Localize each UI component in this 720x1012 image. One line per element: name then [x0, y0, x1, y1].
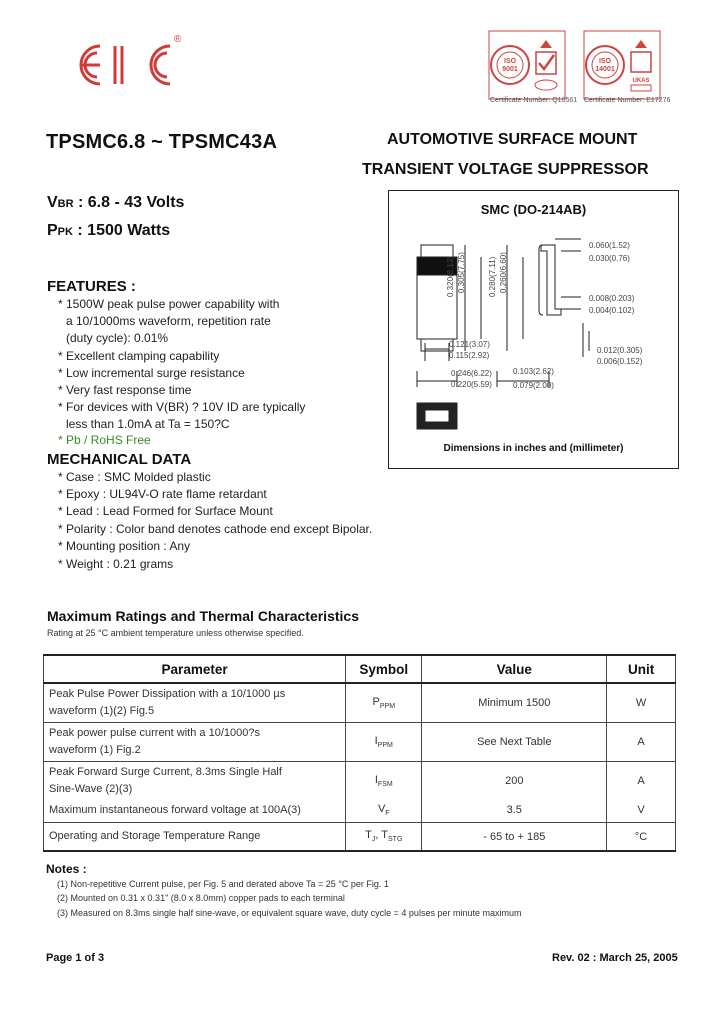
col-header-value: Value: [422, 655, 607, 683]
dim-d5: 0.121(3.07): [449, 340, 490, 349]
mechanical-item: * Case : SMC Molded plastic: [58, 470, 211, 484]
svg-text:14001: 14001: [595, 66, 615, 73]
ratings-subtitle: Rating at 25 °C ambient temperature unless otherwise specified.: [47, 628, 304, 638]
param-cell: Peak Forward Surge Current, 8.3ms Single Half Sine-Wave (2)(3): [44, 762, 346, 801]
dim-v4: 0.260(6.60): [499, 252, 508, 293]
feature-item: * Very fast response time: [58, 383, 192, 397]
table-row: [44, 823, 676, 852]
dim-v2: 0.305(7.75): [457, 252, 466, 293]
unit-cell: A: [607, 723, 676, 762]
mechanical-title: MECHANICAL DATA: [47, 451, 192, 468]
registered-mark: ®: [174, 34, 182, 45]
spec-ppk: PPK : 1500 Watts: [47, 222, 171, 239]
part-range-title: TPSMC6.8 ~ TPSMC43A: [46, 131, 278, 153]
cert-caption-2: Certificate Number: E17276: [584, 97, 671, 104]
dim-d11: 0.012(0.305): [597, 346, 643, 355]
feature-item: * Excellent clamping capability: [58, 349, 220, 363]
ratings-title: Maximum Ratings and Thermal Characteristics: [47, 608, 359, 624]
value-cell: - 65 to + 185: [422, 823, 607, 852]
col-header-parameter: Parameter: [44, 655, 346, 683]
package-title: SMC (DO-214AB): [480, 202, 587, 217]
feature-item: a 10/1000ms waveform, repetition rate: [66, 314, 271, 328]
package-diagram: [388, 190, 679, 469]
dim-d8: 0.220(5.59): [451, 380, 492, 389]
feature-item: (duty cycle): 0.01%: [66, 331, 169, 345]
revision-date: Rev. 02 : March 25, 2005: [552, 952, 678, 964]
dim-d6: 0.115(2.92): [449, 351, 490, 360]
mechanical-item: * Weight : 0.21 grams: [58, 557, 174, 571]
eic-logo: [66, 40, 186, 90]
symbol-cell: $I_{PPM}$: [346, 723, 422, 762]
headline-line-1: AUTOMOTIVE SURFACE MOUNT: [387, 131, 638, 148]
note-item: (2) Mounted on 0.31 x 0.31" (8.0 x 8.0mm) copper pads to each terminal: [57, 893, 345, 903]
table-row: [44, 800, 676, 823]
dim-d12: 0.006(0.152): [597, 357, 643, 366]
dim-d7: 0.246(6.22): [451, 369, 492, 378]
package-outline-drawing: [389, 191, 678, 441]
param-cell: Maximum instantaneous forward voltage at 100A(3): [44, 800, 346, 823]
notes-title: Notes :: [46, 862, 87, 876]
note-item: (3) Measured on 8.3ms single half sine-wave, or equivalent square wave, duty cycle = 4 pulses per minute maximum: [57, 908, 522, 918]
iso-9001-badge: [488, 30, 566, 100]
note-item: (1) Non-repetitive Current pulse, per Fig. 5 and derated above Ta = 25 °C per Fig. 1: [57, 879, 389, 889]
cert-caption-1: Certificate Number: Q10561: [490, 97, 578, 104]
svg-text:9001: 9001: [502, 66, 518, 73]
param-cell: Peak Pulse Power Dissipation with a 10/1000 µs waveform (1)(2) Fig.5: [44, 683, 346, 723]
dim-d1: 0.060(1.52): [589, 241, 630, 250]
iso-14001-badge: [583, 30, 661, 100]
feature-item: * 1500W peak pulse power capability with: [58, 297, 280, 311]
symbol-cell: $T_J$, $T_{STG}$: [346, 823, 422, 852]
package-footer: Dimensions in inches and (millimeter): [443, 443, 624, 454]
symbol-cell: $I_{FSM}$: [346, 762, 422, 801]
table-row: [44, 762, 676, 801]
dim-d10: 0.079(2.00): [513, 381, 554, 390]
dim-v3: 0.280(7.11): [488, 256, 497, 297]
table-row: [44, 683, 676, 723]
svg-text:UKAS: UKAS: [632, 78, 650, 84]
param-cell: Peak power pulse current with a 10/1000?s waveform (1) Fig.2: [44, 723, 346, 762]
spec-vbr: VBR : 6.8 - 43 Volts: [47, 194, 185, 211]
unit-cell: °C: [607, 823, 676, 852]
value-cell: See Next Table: [422, 723, 607, 762]
mechanical-item: * Mounting position : Any: [58, 539, 191, 553]
value-cell: 200: [422, 762, 607, 801]
ratings-table: [43, 654, 676, 852]
features-title: FEATURES :: [47, 278, 136, 295]
dim-d4: 0.004(0.102): [589, 306, 635, 315]
symbol-cell: $V_F$: [346, 800, 422, 823]
dim-v1: 0.320(8.13): [446, 256, 455, 297]
unit-cell: V: [607, 800, 676, 823]
headline-line-2: TRANSIENT VOLTAGE SUPPRESSOR: [362, 161, 649, 178]
mechanical-item: * Lead : Lead Formed for Surface Mount: [58, 504, 273, 518]
unit-cell: A: [607, 762, 676, 801]
page-number: Page 1 of 3: [46, 952, 105, 964]
col-header-unit: Unit: [607, 655, 676, 683]
svg-text:ISO: ISO: [503, 58, 517, 65]
col-header-symbol: Symbol: [346, 655, 422, 683]
feature-item: * Low incremental surge resistance: [58, 366, 245, 380]
unit-cell: W: [607, 683, 676, 723]
feature-item-rohs: * Pb / RoHS Free: [58, 433, 151, 447]
symbol-cell: $P_{PPM}$: [346, 683, 422, 723]
dim-d9: 0.103(2.62): [513, 367, 554, 376]
mechanical-item: * Polarity : Color band denotes cathode end except Bipolar.: [58, 522, 373, 536]
param-cell: Operating and Storage Temperature Range: [44, 823, 346, 852]
value-cell: 3.5: [422, 800, 607, 823]
dim-d3: 0.008(0.203): [589, 294, 635, 303]
svg-text:ISO: ISO: [598, 58, 612, 65]
dim-d2: 0.030(0.76): [589, 254, 630, 263]
feature-item: less than 1.0mA at Ta = 150?C: [66, 417, 230, 431]
value-cell: Minimum 1500: [422, 683, 607, 723]
mechanical-item: * Epoxy : UL94V-O rate flame retardant: [58, 487, 267, 501]
feature-item: * For devices with V(BR) ? 10V ID are typically: [58, 400, 306, 414]
table-row: [44, 723, 676, 762]
